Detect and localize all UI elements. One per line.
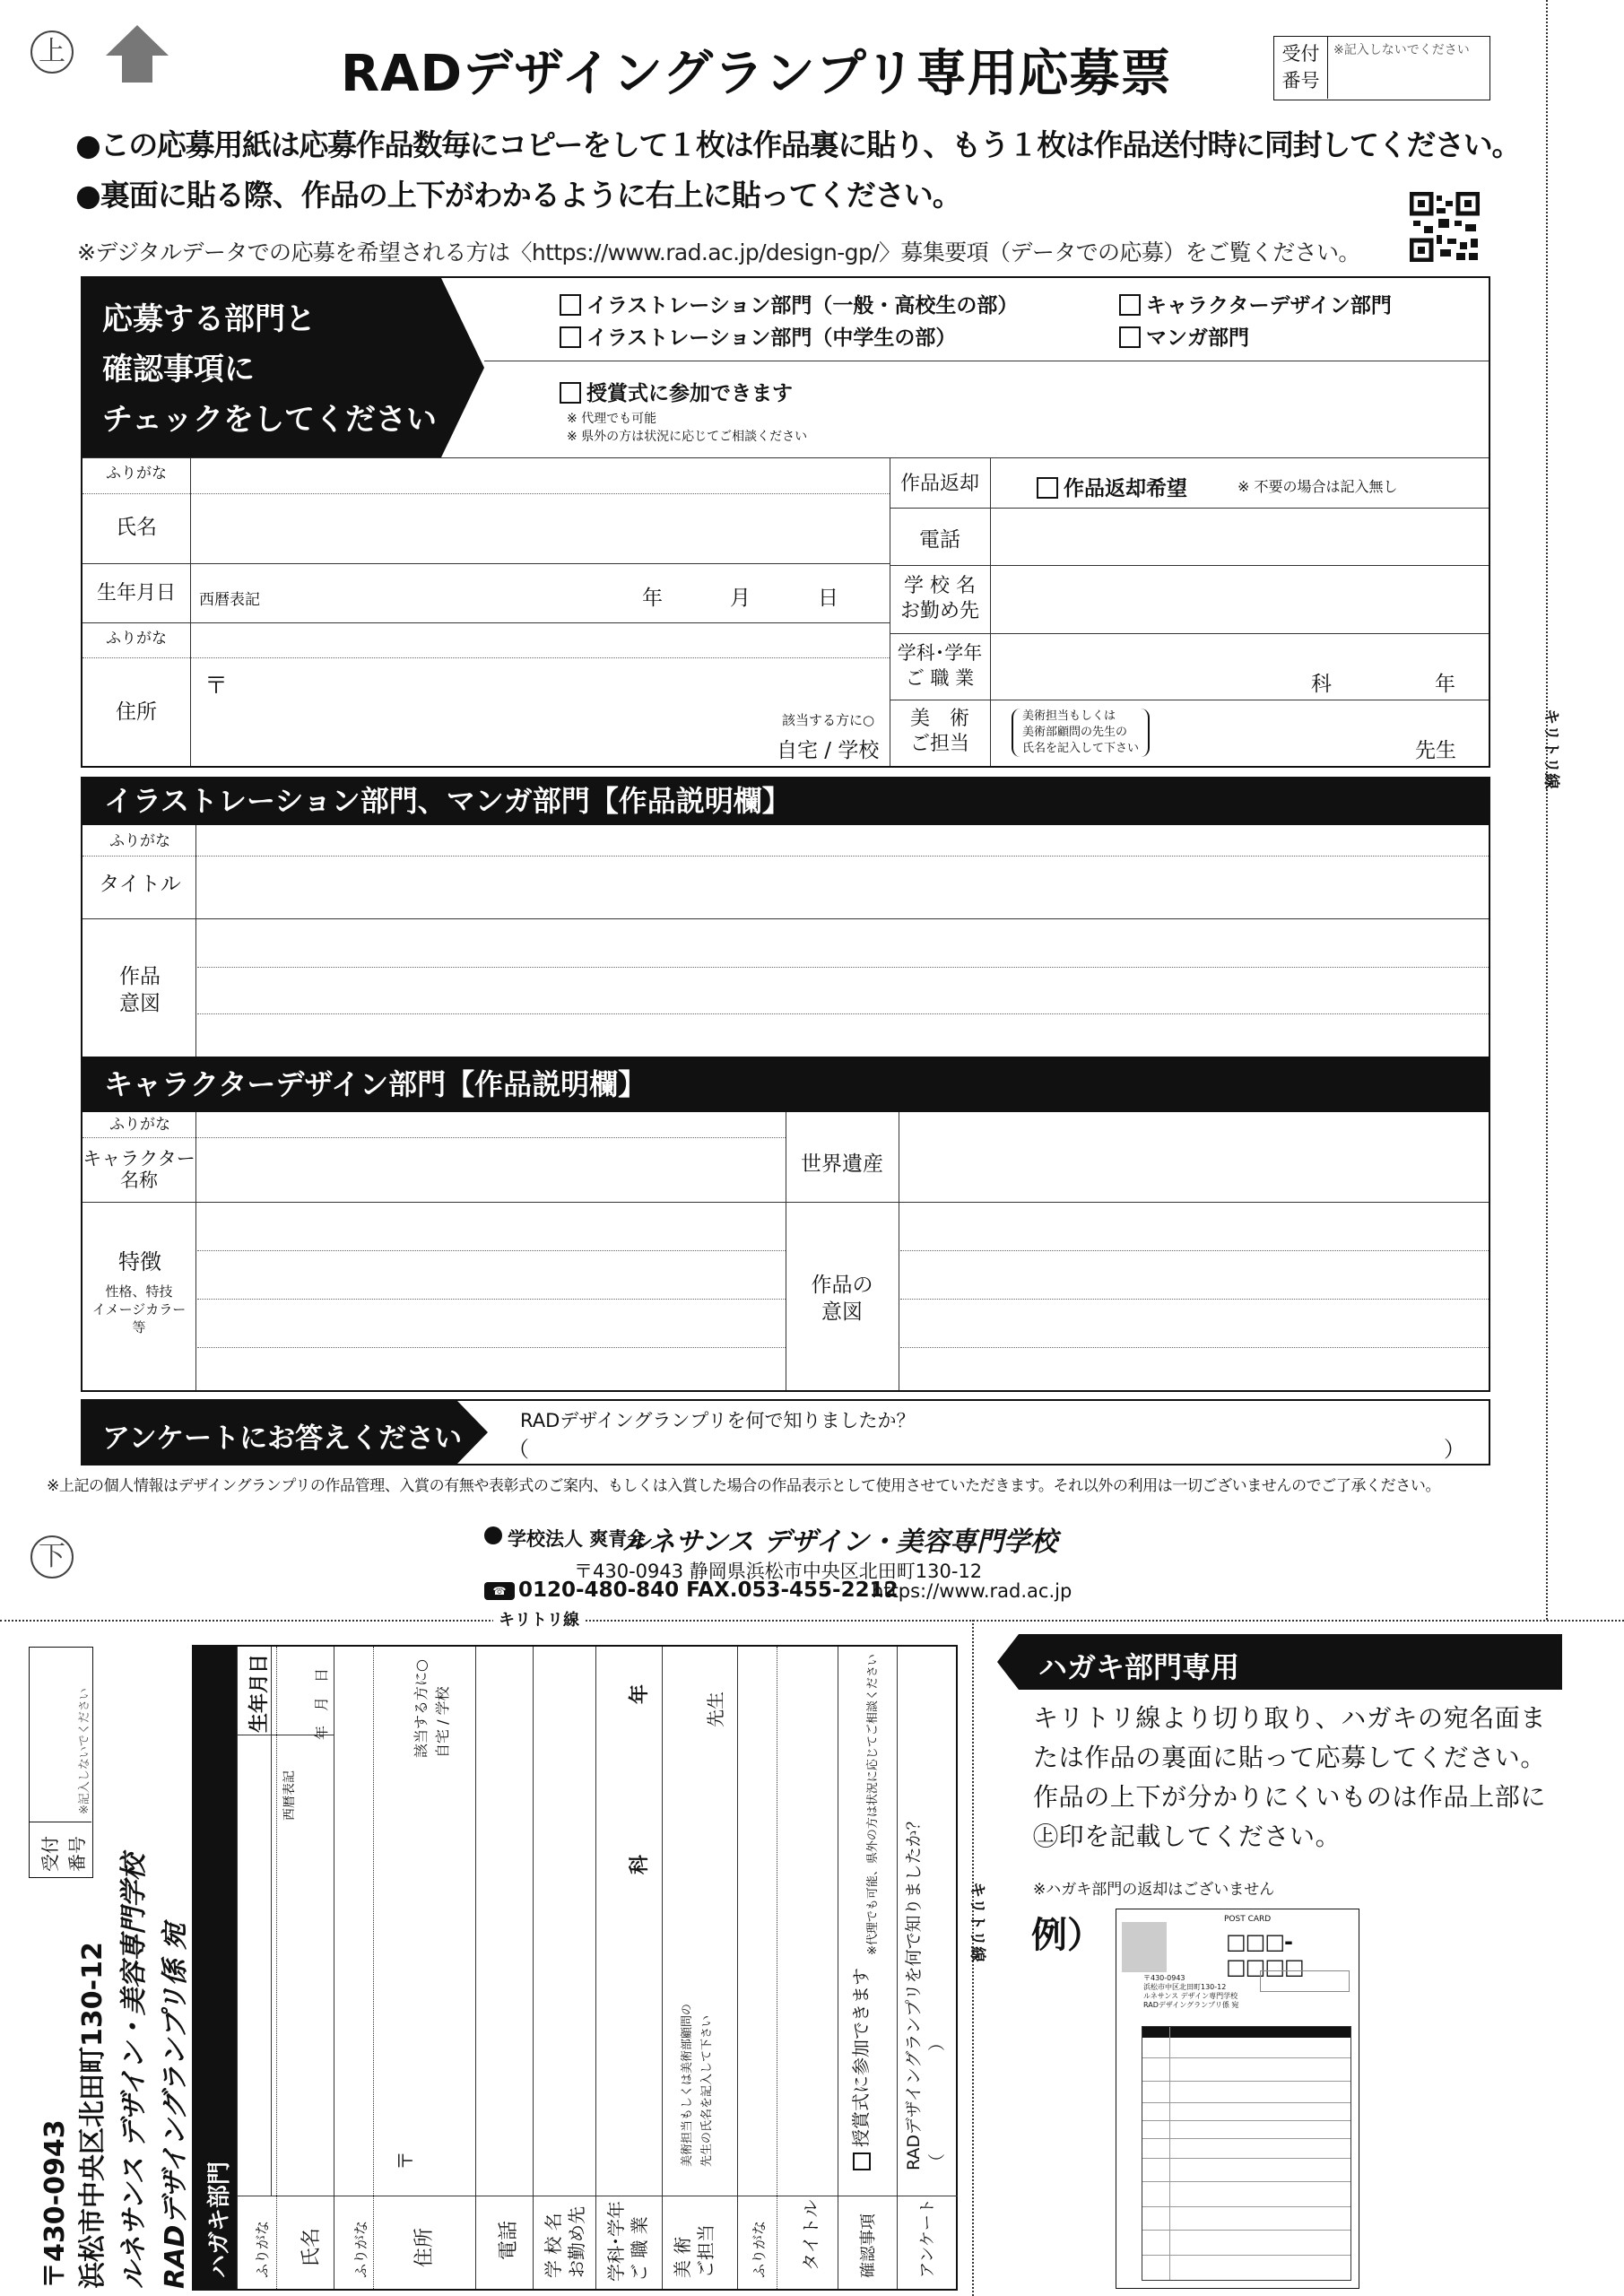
return-option-label: 作品返却希望	[1064, 477, 1187, 500]
dept-option-label: イラストレーション部門（中学生の部）	[586, 326, 957, 350]
pc-seireki: 西暦表記	[282, 1770, 297, 1821]
divider	[890, 633, 1489, 634]
day-label: 日	[818, 587, 838, 610]
pc-paren: （ ）	[927, 2033, 947, 2170]
dept-option-illust-general[interactable]	[560, 289, 1018, 318]
thumb-receipt	[1260, 1970, 1350, 1992]
pc-title: タイトル	[800, 2199, 821, 2271]
divider	[237, 1647, 238, 2289]
checkbox-icon[interactable]	[560, 326, 581, 348]
ceremony-label: 授賞式に参加できます	[586, 382, 793, 405]
hagaki-text: キリトリ線より切り取り、ハガキの宛名面または作品の裏面に貼って応募してください。作品の上下が分かりにくいものは作品上部に㊤印を記載してください。	[1033, 1703, 1547, 1851]
cut-line-label: キリトリ線	[493, 1607, 585, 1631]
pc-furigana-3: ふりがな	[751, 2220, 768, 2278]
birth-label: 生年月日	[96, 582, 176, 604]
divider	[897, 1647, 898, 2289]
hagaki-header-text: ハガキ部門専用	[1038, 1650, 1240, 1684]
postal-mark: 〒	[204, 673, 229, 700]
pc-home-school: 該当する方に○ 自宅 / 学校	[413, 1659, 451, 1758]
dotted-line	[83, 657, 890, 658]
cut-line-horizontal	[0, 1620, 1624, 1622]
dept-option-label: マンガ部門	[1146, 326, 1249, 350]
school-org: 学校法人 爽青会	[508, 1528, 647, 1550]
dotted-line	[900, 1347, 1489, 1348]
ceremony-option[interactable]	[560, 377, 793, 406]
thumb-form-header	[1142, 2027, 1350, 2038]
survey-header	[83, 1401, 488, 1464]
thumb-vline	[1169, 2027, 1170, 2280]
thumb-line	[1142, 2230, 1350, 2231]
pc-survey: アンケート	[918, 2198, 937, 2278]
ka-label: 科	[1311, 673, 1332, 696]
checkbox-icon[interactable]	[853, 2152, 871, 2170]
checkbox-icon[interactable]	[560, 294, 581, 316]
pc-art: 美 術 ご担当	[672, 2224, 716, 2278]
phone-label: 電話	[919, 528, 960, 552]
dotted-line	[197, 1299, 786, 1300]
pc-nen: 年	[629, 1683, 651, 1704]
postcard-form	[192, 1645, 958, 2291]
postcard-dest: RADデザイングランプリ係 宛	[160, 1923, 191, 2289]
school-phone[interactable]: 0120-480-840 FAX.053-455-2212	[518, 1578, 899, 1602]
survey-field[interactable]	[529, 1431, 1435, 1462]
art-note: 美術担当もしくは 美術部顧問の先生の 氏名を記入して下さい	[1012, 709, 1150, 757]
divider	[83, 563, 890, 564]
divider	[890, 508, 1489, 509]
thumb-form	[1142, 2026, 1351, 2281]
pc-survey-q: RADデザイングランプリを何で知りましたか？	[904, 1813, 924, 2170]
illust-table	[81, 825, 1490, 1057]
divider	[195, 825, 196, 1057]
instruction-2: ●裏面に貼る際、作品の上下がわかるように右上に貼ってください。	[75, 178, 961, 213]
divider	[890, 565, 1489, 566]
divider	[190, 457, 191, 766]
digital-note: ※デジタルデータでの応募を希望される方は〈https://www.rad.ac.jp/design-gp/〉募集要項（データでの応募）をご覧ください。	[77, 239, 1360, 265]
feature-label: 特徴	[118, 1249, 161, 1274]
thumb-address: 〒430-0943 浜松市中区北田町130-12 ルネサンス デザイン専門学校 RADデザイングランプリ係 宛	[1143, 1974, 1239, 2009]
divider	[662, 1647, 663, 2289]
example-label: 例）	[1031, 1915, 1103, 1956]
thumb-line	[1142, 2158, 1350, 2159]
school-url[interactable]: https://www.rad.ac.jp	[872, 1580, 1073, 1602]
school-logo-icon	[484, 1526, 502, 1544]
thumb-line	[1142, 2120, 1350, 2121]
thumb-line	[1142, 2181, 1350, 2182]
dept-header-text: 応募する部門と 確認事項に チェックをしてください	[102, 301, 437, 438]
thumb-line	[1142, 2057, 1350, 2058]
name-field[interactable]	[192, 495, 888, 561]
pc-ymd: 年 月 日	[313, 1667, 330, 1740]
return-label: 作品返却	[899, 473, 979, 495]
divider	[83, 457, 1489, 458]
divider	[737, 1647, 738, 2289]
thumb-line	[1142, 2206, 1350, 2207]
pc-address: 住所	[413, 2227, 436, 2267]
school-name: ルネサンス デザイン・美容専門学校	[622, 1526, 1058, 1558]
checkbox-icon[interactable]	[1037, 477, 1058, 499]
postcard-receipt	[29, 1647, 93, 1878]
illust-header: イラストレーション部門、マンガ部門【作品説明欄】	[81, 777, 1490, 825]
dotted-line	[197, 967, 1489, 968]
pc-ka: 科	[629, 1854, 651, 1874]
cut-line-label-2: キリトリ線	[968, 1882, 986, 1962]
pc-phone: 電話	[498, 2220, 520, 2260]
postcard-dept-header: ハガキ部門	[206, 2161, 233, 2278]
receipt-note: ※記入しないでください	[1333, 43, 1470, 57]
hagaki-note: ※ハガキ部門の返却はございません	[1033, 1881, 1275, 1899]
divider	[595, 1647, 596, 2289]
survey-paren-close: ）	[1444, 1437, 1465, 1462]
survey-paren-open: （	[508, 1437, 529, 1462]
sensei-label: 先生	[1415, 739, 1456, 762]
cut-line-vertical	[1546, 0, 1548, 1620]
example-postcard	[1116, 1909, 1359, 2289]
chara-name-label: キャラクター 名称	[83, 1148, 195, 1191]
address-furigana-label: ふりがな	[106, 630, 167, 648]
year-label: 年	[642, 587, 663, 610]
thumb-line	[1142, 2081, 1350, 2082]
furigana-label: ふりがな	[106, 465, 167, 483]
applicable-label: 該当する方に○	[782, 712, 875, 728]
stamp-box	[1122, 1922, 1167, 1972]
dotted-line	[900, 1299, 1489, 1300]
postcard-receipt-note: ※記入しないでください	[78, 1688, 91, 1814]
dept-option-character[interactable]	[1119, 289, 1392, 318]
divider	[990, 457, 991, 766]
return-option[interactable]	[1037, 472, 1187, 501]
dotted-line	[83, 1137, 786, 1138]
dept-option-illust-junior[interactable]	[560, 321, 956, 351]
pc-ceremony-label: 授賞式に参加できます	[850, 1968, 872, 2147]
postcard-postal: 〒430-0943	[39, 2119, 71, 2289]
pc-birth: 生年月日	[248, 1653, 271, 1733]
home-school-label: 自宅 / 学校	[777, 739, 880, 762]
receipt-box	[1273, 36, 1490, 100]
school-label: 学 校 名 お勤め先	[899, 575, 979, 622]
art-teacher-label: 美 術 ご担当	[909, 708, 969, 755]
dept-option-label: キャラクターデザイン部門	[1146, 294, 1392, 317]
divider	[533, 1647, 534, 2289]
divider	[475, 1647, 476, 2289]
postcard-receipt-text: 受付 番号	[39, 1836, 88, 1872]
dotted-line	[197, 1250, 786, 1251]
illust-intent-label: 作品 意図	[119, 965, 161, 1015]
receipt-label: 受付 番号	[1274, 37, 1328, 99]
name-label: 氏名	[116, 516, 157, 539]
seireki-label: 西暦表記	[199, 591, 260, 609]
dotted-line	[197, 1347, 786, 1348]
dotted-line	[83, 493, 890, 494]
illust-furigana-label: ふりがな	[109, 832, 170, 850]
dept-option-label: イラストレーション部門（一般・高校生の部）	[586, 294, 1019, 317]
pc-ceremony[interactable]	[847, 1968, 873, 2170]
dotted-line	[197, 1013, 1489, 1014]
up-arrow-icon	[106, 25, 169, 83]
checkbox-icon[interactable]	[560, 382, 581, 404]
phone-icon: ☎	[484, 1582, 515, 1600]
divider	[195, 1112, 196, 1390]
page-title: RADデザイングランプリ専用応募票	[341, 45, 1172, 103]
postcard-school: ルネサンス デザイン・美容専門学校	[118, 1853, 150, 2289]
heritage-label: 世界遺産	[801, 1152, 883, 1176]
divider	[276, 1647, 277, 2289]
thumb-line	[1142, 2102, 1350, 2103]
top-marker: 上	[30, 30, 74, 74]
checkbox-icon[interactable]	[1119, 326, 1141, 348]
feature-note: 性格、特技 イメージカラー 等	[91, 1283, 187, 1335]
ceremony-note-1: ※ 代理でも可能	[567, 412, 657, 426]
pc-dept-year: 学科･学年 ご 職 業	[605, 2201, 650, 2282]
pc-school: 学 校 名 お勤め先	[543, 2206, 587, 2278]
pc-postal-mark: 〒	[395, 2150, 418, 2170]
qr-code[interactable]	[1410, 192, 1480, 262]
survey-header-text: アンケートにお答えください	[102, 1422, 463, 1455]
month-label: 月	[730, 587, 751, 610]
divider	[83, 918, 1489, 919]
school-address: 〒430-0943 静岡県浜松市中央区北田町130-12	[574, 1561, 983, 1582]
postcard-boxes: □□□-□□□□	[1226, 1929, 1304, 1979]
privacy-note: ※上記の個人情報はデザイングランプリの作品管理、入賞の有無や表彰式のご案内、もしくは入賞した場合の作品表示として使用させていただきます。それ以外の利用は一切ございませんのでご了承ください。	[47, 1477, 1441, 1495]
illust-title-label: タイトル	[99, 873, 181, 896]
divider	[373, 1647, 374, 2289]
pc-ceremony-note: ※代理でも可能、県外の方は状況に応じてご相談ください	[866, 1654, 880, 1955]
chara-furigana-label: ふりがな	[109, 1116, 170, 1134]
address-label: 住所	[116, 700, 157, 724]
divider	[83, 1202, 1489, 1203]
pc-confirm: 確認事項	[859, 2213, 878, 2278]
cut-line-label-right: キリトリ線	[1541, 709, 1560, 789]
checkbox-icon[interactable]	[1119, 294, 1141, 316]
dept-year-label: 学科･学年 ご 職 業	[897, 642, 983, 689]
thumb-line	[1142, 2255, 1350, 2256]
divider	[83, 622, 890, 623]
pc-furigana: ふりがな	[254, 2220, 271, 2278]
dotted-line	[83, 856, 1489, 857]
dept-option-manga[interactable]	[1119, 321, 1249, 351]
nen-label: 年	[1435, 673, 1455, 696]
pc-sensei: 先生	[705, 1692, 726, 1727]
ceremony-note-2: ※ 県外の方は状況に応じてご相談ください	[567, 430, 808, 444]
pc-name: 氏名	[300, 2227, 323, 2267]
dept-header	[83, 278, 484, 457]
return-note: ※ 不要の場合は記入無し	[1238, 478, 1398, 495]
chara-intent-label: 作品の 意図	[811, 1274, 873, 1324]
postcard-addr: 浜松市中央区北田町130-12	[77, 1942, 109, 2289]
pc-art-note: 美術担当もしくは美術部顧問の 先生の氏名を記入して下さい	[681, 2003, 714, 2167]
bottom-marker: 下	[30, 1535, 74, 1578]
dotted-line	[900, 1250, 1489, 1251]
survey-question: RADデザイングランプリを何で知りましたか？	[520, 1410, 916, 1431]
hagaki-header	[997, 1634, 1562, 1690]
pc-furigana-2: ふりがな	[352, 2220, 369, 2278]
chara-header: キャラクターデザイン部門【作品説明欄】	[81, 1057, 1490, 1112]
instruction-1: ●この応募用紙は応募作品数毎にコピーをして１枚は作品裏に貼り、もう１枚は作品送付時に同封してください。	[75, 127, 1521, 162]
thumb-line	[1142, 2138, 1350, 2139]
postcard-label: POST CARD	[1224, 1915, 1272, 1924]
